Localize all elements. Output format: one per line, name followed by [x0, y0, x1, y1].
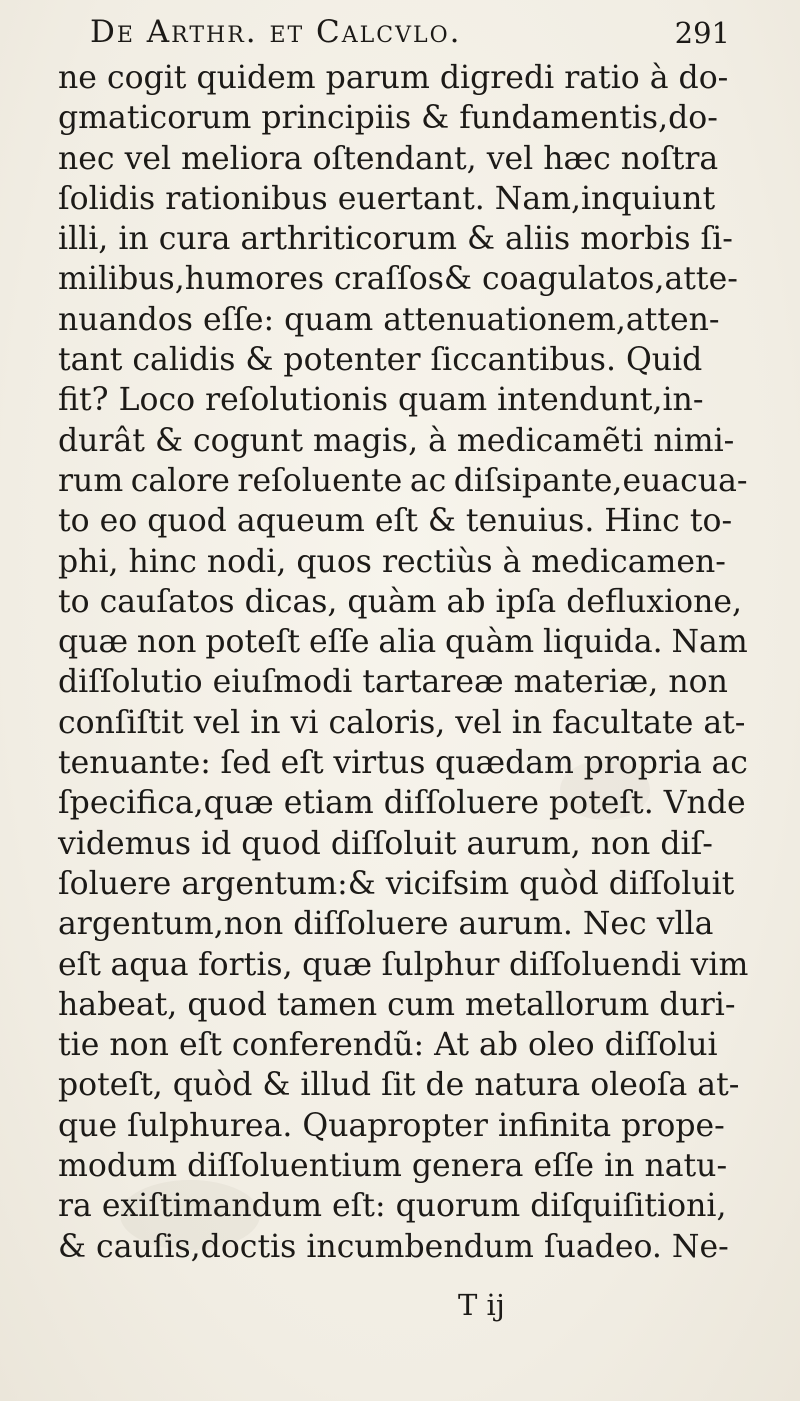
- text-line: nec vel meliora oſtendant, vel hæc noſtra: [58, 140, 719, 177]
- text-line: to eo quod aqueum eſt & tenuius. Hinc to-: [58, 503, 733, 540]
- text-line: ne cogit quidem parum digredi ratio à do-: [58, 60, 729, 96]
- text-line: diſſolutio eiuſmodi tartareæ materiæ, non: [58, 664, 728, 701]
- text-line: phi, hinc nodi, quos rectiùs à medicamen-: [58, 543, 726, 580]
- text-line: durât & cogunt magis, à medicamẽti nimi-: [58, 422, 735, 459]
- text-line: quæ non poteſt eſſe alia quàm liquida. Nam: [58, 624, 748, 661]
- text-line: habeat, quod tamen cum metallorum duri-: [58, 986, 736, 1023]
- text-line: milibus,humores craſſos& coagulatos,atte-: [58, 261, 738, 298]
- page-number: 291: [674, 16, 730, 50]
- text-line: tant calidis & potenter ſiccantibus. Quid: [58, 342, 703, 379]
- text-line: ra exiſtimandum eſt: quorum diſquiſitioni,: [58, 1188, 727, 1225]
- text-line: gmaticorum principiis & fundamentis,do-: [58, 100, 718, 137]
- text-line: tie non eſt conferendũ: At ab oleo diſſolui: [58, 1027, 718, 1064]
- text-line: conſiſtit vel in vi caloris, vel in facultate at-: [58, 704, 746, 741]
- body-text: [58, 58, 748, 1267]
- text-line: modum diſſoluentium genera eſſe in natu-: [58, 1148, 728, 1185]
- text-line: argentum,non diſſoluere aurum. Nec vlla: [58, 906, 714, 943]
- text-line: & cauſis,doctis incumbendum ſuadeo. Ne-: [58, 1228, 729, 1265]
- text-line: ſoluere argentum:& vicifsim quòd diſſoluit: [58, 865, 735, 902]
- text-line: to cauſatos dicas, quàm ab ipſa defluxione,: [58, 583, 743, 620]
- signature-mark: T ij: [458, 1288, 505, 1322]
- running-head-title: De Arthr. et Calcvlo.: [90, 14, 462, 50]
- text-line: ſpecifica,quæ etiam diſſoluere poteſt. Vnde: [58, 785, 746, 822]
- text-line: tenuante: ſed eſt virtus quædam propria ac: [58, 745, 748, 782]
- text-line: videmus id quod diſſoluit aurum, non diſ-: [58, 825, 713, 862]
- text-line: ſolidis rationibus euertant. Nam,inquiunt: [58, 180, 716, 217]
- text-line: rum calore reſoluente ac diſsipante,euacua-: [58, 462, 748, 499]
- text-line: nuandos eſſe: quam attenuationem,atten-: [58, 301, 720, 338]
- text-line: illi, in cura arthriticorum & aliis morbis ſi-: [58, 221, 733, 258]
- catchline: [300, 1288, 750, 1328]
- text-line: que ſulphurea. Quapropter infinita prope-: [58, 1107, 725, 1144]
- running-head: [90, 14, 730, 54]
- text-line: fit? Loco reſolutionis quam intendunt,in-: [58, 382, 704, 419]
- text-line: eſt aqua fortis, quæ ſulphur diſſoluendi vim: [58, 946, 749, 983]
- text-line: poteſt, quòd & illud ſit de natura oleoſa at-: [58, 1067, 740, 1104]
